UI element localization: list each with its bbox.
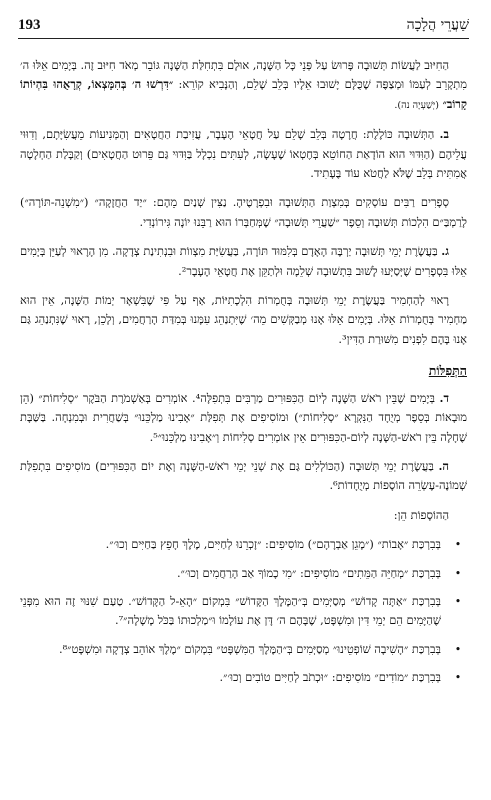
additions-list	[20, 535, 467, 687]
header-rule	[18, 38, 469, 39]
paragraph-text: הַחִיּוּב לַעֲשׂוֹת תְּשׁוּבָה פָּרוּשׂ עַל פְּנֵי כָּל הַשָּׁנָה, אוּלָם בִּתְחִלַּת הַשָּׁנָה גּוֹבֵר מְאֹד חִיּוּב זֶה. בְּיָמִים אֵלּוּ ה׳ מִתְקָרֵב לְעַמּוֹ וּמְצַפֶּה שֶׁכֻּלָּם יָשׁוּבוּ אֵלָיו בְּלֵב שָׁלֵם, וְהַנָּבִיא קוֹרֵא:	[20, 58, 467, 92]
list-item	[20, 668, 467, 687]
paragraph-text: בַּעֲשֶׂרֶת יְמֵי תְּשׁוּבָה יַרְבֶּה הָאָדָם בְּלִמּוּד תּוֹרָה, בַּעֲשִׂיַּת מִצְווֹת וּבִנְתִינַת צְדָקָה. מִן הָרָאוּי לְעַיֵּן בְּיָמִים אֵלּוּ בִּסְפָרִים שֶׁיְּסַיְּעוּ לָשׁוּב בִּתְשׁוּבָה שְׁלֵמָה וּלְתַקֵּן אֶת חֲטָאֵי הֶעָבָר².	[20, 244, 467, 278]
list-item	[20, 592, 467, 631]
paragraph-books	[20, 193, 467, 232]
paragraph-intro	[20, 56, 467, 115]
paragraph-label: ד.	[439, 390, 449, 405]
bullet-icon: •	[454, 642, 462, 656]
paragraph-text: רָאוּי לְהַחְמִיר בַּעֲשֶׂרֶת יְמֵי תְּשׁוּבָה בְּחֻמְרוֹת הִלְכָתִיּוֹת, אַף עַל פִּי שֶׁבִּשְׁאָר יְמוֹת הַשָּׁנָה, אֵין הוּא מַחְמִיר בְּחֻמְרוֹת אֵלּוּ. בְּיָמִים אֵלּוּ אָנוּ מְבַקְּשִׁים מֵה׳ שֶׁיִּתְנַהֵג עִמָּנוּ בְּמִדַּת הָרַחֲמִים, וְלָכֵן, רָאוּי שֶׁנִּתְנַהֵג גַּם אָנוּ בָּהֶם לִפְנִים מִשּׁוּרַת הַדִּין³.	[20, 293, 467, 346]
list-item	[20, 564, 467, 583]
bullet-icon: •	[454, 566, 462, 580]
list-item	[20, 640, 467, 659]
running-title: שַׁעֲרֵי הֲלָכָה	[406, 16, 469, 33]
paragraph-stringency	[20, 291, 467, 349]
page-number: 193	[18, 16, 41, 33]
verse-source: (יְשַׁעְיָה נה).	[394, 99, 439, 111]
page-header	[18, 14, 469, 36]
paragraph-h	[20, 457, 467, 496]
paragraph-d	[20, 389, 467, 447]
paragraph-text: בַּעֲשֶׂרֶת יְמֵי תְּשׁוּבָה (הַכּוֹלְלִים גַּם אֶת שְׁנֵי יְמֵי רֹאשׁ-הַשָּׁנָה וְאֶת יוֹם הַכִּפּוּרִים) מוֹסִיפִים בִּתְפִלַּת שְׁמוֹנֶה-עֶשְׂרֵה הוֹסָפוֹת מְיֻחָדוֹת⁶.	[20, 458, 467, 493]
page-body	[20, 56, 467, 792]
list-item-text: בְּבִרְכַּת ״אַתָּה קָדוֹשׁ״ מְסַיְּמִים בְּ״הַמֶּלֶךְ הַקָּדוֹשׁ״ בִּמְקוֹם ״הָאֵ-ל הַקָּדוֹשׁ״. טַעַם שִׁנּוּי זֶה הוּא מִפְּנֵי שֶׁהַיָּמִים הֵם יְמֵי דִּין וּמִשְׁפָּט, שֶׁבָּהֶם ה׳ דָּן אֶת עוֹלָמוֹ וּ״מַלְכוּתוֹ בַּכֹּל מָשָׁלָה״⁷.	[20, 593, 441, 628]
paragraph-text: סְפָרִים רַבִּים עוֹסְקִים בְּמִצְוַת הַתְּשׁוּבָה וּבִפְרָטֶיהָ. נַצִּין שְׁנַיִם מֵהֶם: ״יַד הַחֲזָקָה״ (״מִשְׁנֵה-תּוֹרָה״) לָרַמְבַּ״ם הִלְכוֹת תְּשׁוּבָה וְסֵפֶר ״שַׁעֲרֵי תְּשׁוּבָה״ שֶׁמְּחַבְּרוֹ הוּא רַבֵּנוּ יוֹנָה גִּירוֹנְדִי.	[20, 195, 467, 229]
list-item-text: בְּבִרְכַּת ״מְחַיֵּה הַמֵּתִים״ מוֹסִיפִים: ״מִי כָמוֹךָ אַב הָרַחֲמִים וְכוּ׳״.	[176, 565, 441, 580]
list-item-text: בְּבִרְכַּת ״מוֹדִים״ מוֹסִיפִים: ״וּכְתֹב לְחַיִּים טוֹבִים וְכוּ׳״.	[219, 670, 441, 685]
paragraph-b	[20, 125, 467, 183]
paragraph-g	[20, 242, 467, 281]
paragraph-label: ג.	[441, 244, 449, 259]
paragraph-text: בְּיָמִים שֶׁבֵּין רֹאשׁ הַשָּׁנָה לְיוֹם הַכִּפּוּרִים מַרְבִּים בִּתְפִלָּה⁴. אוֹמְרִים בְּאַשְׁמֹרֶת הַבֹּקֶר ״סְלִיחוֹת״ (הֵן מוּבָאוֹת בְּסֵפֶר מְיֻחָד הַנִּקְרָא ״סְלִיחוֹת״) וּמוֹסִיפִים אֶת תְּפִלַּת ״אָבִינוּ מַלְכֵּנוּ״ בְּשַׁחֲרִית וּבְמִנְחָה. בַּשַּׁבָּת שֶׁחָלָה בֵּין רֹאשׁ-הַשָּׁנָה לְיוֹם-הַכִּפּוּרִים אֵין אוֹמְרִים סְלִיחוֹת וְ״אָבִינוּ מַלְכֵּנוּ״⁵.	[20, 390, 467, 444]
list-item-text: בְּבִרְכַּת ״אָבוֹת״ (״מָגֵן אַבְרָהָם״) מוֹסִיפִים: ״זָכְרֵנוּ לְחַיִּים, מֶלֶךְ חָפֵץ בַּחַיִּים וְכוּ׳״.	[105, 537, 441, 552]
section-title: הַתְּפִלּוֹת	[428, 363, 467, 379]
bullet-icon: •	[454, 594, 462, 608]
paragraph-label: ה.	[438, 458, 449, 473]
paragraph-text: הַתְּשׁוּבָה כּוֹלֶלֶת: חֲרָטָה בְּלֵב שָׁלֵם עַל חֲטָאֵי הֶעָבָר, עֲזִיבַת הַחֲטָאִים וְהַמְּנִיעוֹת מֵעֲשִׂיָּתָם, וְדִוּוּי עֲלֵיהֶם (הַוִּדּוּי הוּא הוֹדָאַת הַחוֹטֵא בְּחֶטְאוֹ שֶׁעָשָׂה, לְעִתִּים נִכְלָל בַּוִּדּוּי גַּם פֵּרוּט הַחֲטָאִים) וְקַבָּלַת הַחְלָטָה אֲמִתִּית בְּלֵב שֶׁלֹּא לַחֲטֹא עוֹד בֶּעָתִיד.	[20, 127, 467, 181]
verse-quote: ״דִּרְשׁוּ ה׳ בְּהִמָּצְאוֹ, קְרָאֻהוּ בִּהְיוֹתוֹ קָרוֹב״	[20, 77, 467, 111]
paragraph-label: ב.	[439, 127, 450, 142]
list-item-text: בְּבִרְכַּת ״הָשִׁיבָה שׁוֹפְטֵינוּ״ מְסַיְּמִים בְּ״הַמֶּלֶךְ הַמִּשְׁפָּט״ בִּמְקוֹם ״מֶלֶךְ אוֹהֵב צְדָקָה וּמִשְׁפָּט״⁸.	[58, 641, 441, 656]
bullet-icon: •	[454, 671, 462, 685]
additions-intro: הַהוֹסָפוֹת הֵן:	[393, 507, 449, 522]
bullet-icon: •	[454, 538, 462, 552]
list-item	[20, 535, 467, 554]
